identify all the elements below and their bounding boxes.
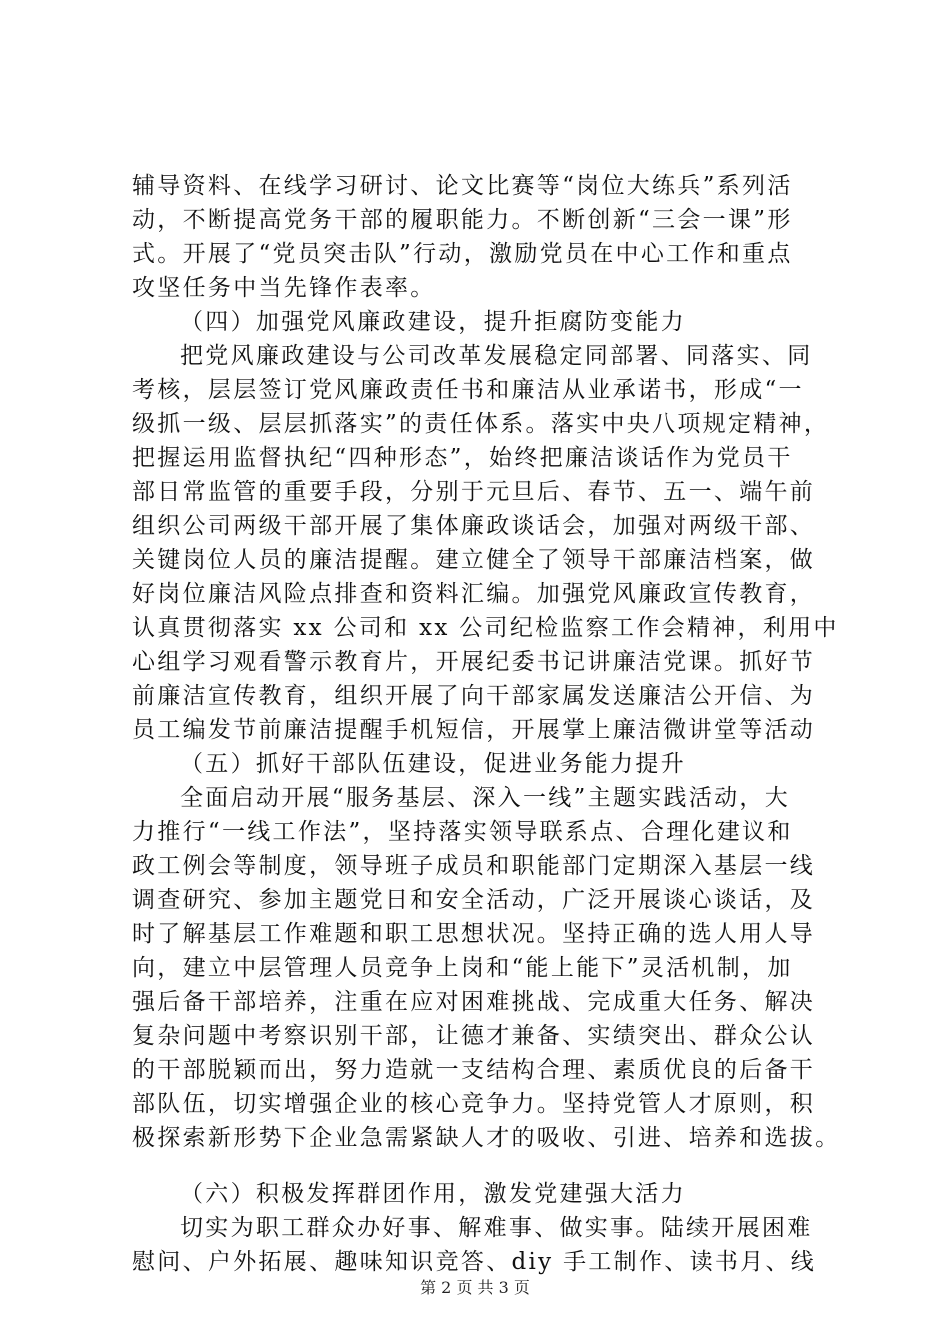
body-text-line: 认真贯彻落实 xx 公司和 xx 公司纪检监察工作会精神，利用中 [132,615,839,641]
body-text-line: 级抓一级、层层抓落实”的责任体系。落实中央八项规定精神， [132,411,830,437]
body-text-line: 全面启动开展“服务基层、深入一线”主题实践活动，大 [180,785,791,811]
body-text-line: 把握运用监督执纪“四种形态”，始终把廉洁谈话作为党员干 [132,445,793,471]
body-text-line: 关键岗位人员的廉洁提醒。建立健全了领导干部廉洁档案，做 [132,547,816,573]
page-number-footer: 第 2 页 共 3 页 [420,1278,530,1297]
body-text-line: 组织公司两级干部开展了集体廉政谈话会，加强对两级干部、 [132,513,816,539]
section-heading-6: （六）积极发挥群团作用，激发党建强大活力 [180,1181,686,1207]
section-heading-5: （五）抓好干部队伍建设，促进业务能力提升 [180,751,686,777]
body-text-line: 的干部脱颖而出，努力造就一支结构合理、素质优良的后备干 [132,1057,816,1083]
body-text-line: 前廉洁宣传教育，组织开展了向干部家属发送廉洁公开信、为 [132,683,816,709]
body-text-line: 辅导资料、在线学习研讨、论文比赛等“岗位大练兵”系列活 [132,173,793,199]
body-text-line: 政工例会等制度，领导班子成员和职能部门定期深入基层一线 [132,853,816,879]
body-text-line: 好岗位廉洁风险点排查和资料汇编。加强党风廉政宣传教育， [132,581,816,607]
body-text-line: 式。开展了“党员突击队”行动，激励党员在中心工作和重点 [132,241,793,267]
body-text-line: 调查研究、参加主题党日和安全活动，广泛开展谈心谈话，及 [132,887,816,913]
body-text-line: 向，建立中层管理人员竞争上岗和“能上能下”灵活机制，加 [132,955,793,981]
body-text-line: 力推行“一线工作法”，坚持落实领导联系点、合理化建议和 [132,819,793,845]
body-text-line: 复杂问题中考察识别干部，让德才兼备、实绩突出、群众公认 [132,1023,816,1049]
body-text-line: 部日常监管的重要手段，分别于元旦后、春节、五一、端午前 [132,479,816,505]
body-text-line: 把党风廉政建设与公司改革发展稳定同部署、同落实、同 [180,343,813,369]
body-text-line: 部队伍，切实增强企业的核心竞争力。坚持党管人才原则，积 [132,1091,816,1117]
body-text-line: 考核，层层签订党风廉政责任书和廉洁从业承诺书，形成“一 [132,377,804,403]
body-text-line: 极探索新形势下企业急需紧缺人才的吸收、引进、培养和选拔。 [132,1125,841,1151]
section-heading-4: （四）加强党风廉政建设，提升拒腐防变能力 [180,309,686,335]
body-text-line: 动，不断提高党务干部的履职能力。不断创新“三会一课”形 [132,207,793,233]
body-text-line: 切实为职工群众办好事、解难事、做实事。陆续开展困难 [180,1215,813,1241]
body-text-line: 攻坚任务中当先锋作表率。 [132,275,436,301]
body-text-line: 时了解基层工作难题和职工思想状况。坚持正确的选人用人导 [132,921,816,947]
body-text-line: 强后备干部培养，注重在应对困难挑战、完成重大任务、解决 [132,989,816,1015]
body-text-line: 员工编发节前廉洁提醒手机短信，开展掌上廉洁微讲堂等活动 [132,717,816,743]
body-text-line: 心组学习观看警示教育片，开展纪委书记讲廉洁党课。抓好节 [132,649,816,675]
body-text-line: 慰问、户外拓展、趣味知识竞答、diy 手工制作、读书月、线 [132,1249,817,1275]
